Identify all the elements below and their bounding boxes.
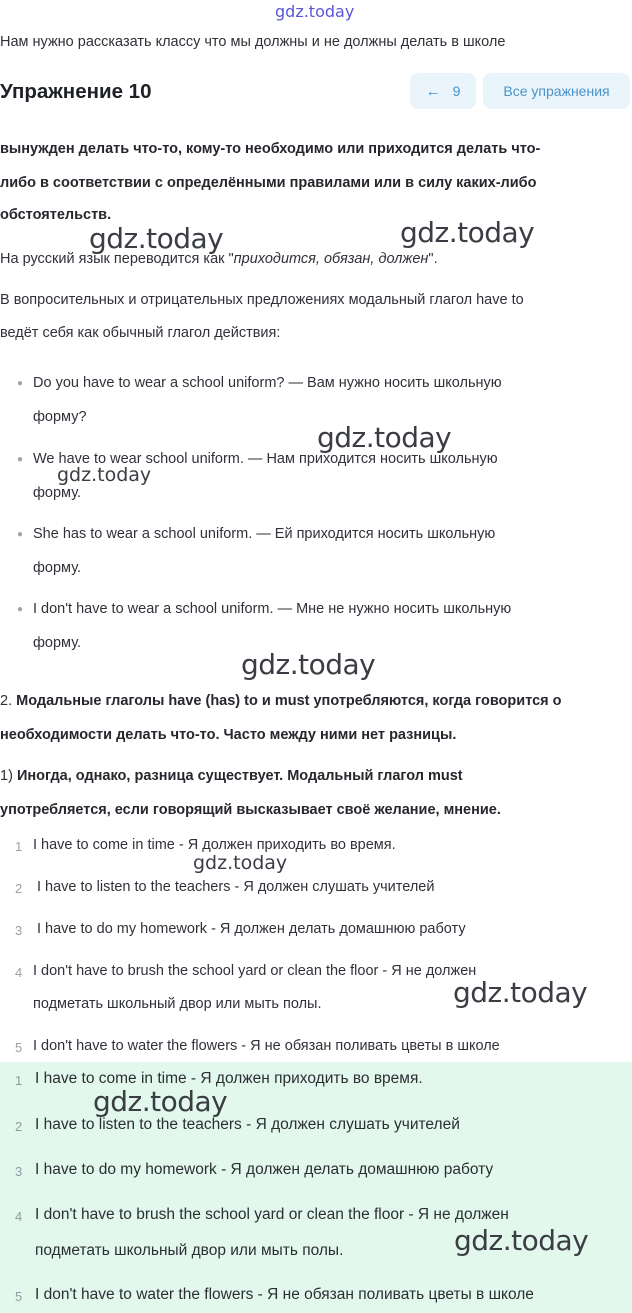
questions-line-2: ведёт себя как обычный глагол действия: (0, 325, 281, 341)
translation-suffix: ". (428, 251, 438, 267)
answer-item-5: I don't have to water the flowers - Я не обязан поливать цветы в школе (35, 1286, 534, 1303)
watermark: gdz.today (93, 1085, 228, 1118)
watermark: gdz.today (89, 222, 224, 255)
bullet-dot-icon: ● (17, 378, 24, 389)
bullet-dot-icon: ● (17, 604, 24, 615)
answer-number: 4 (15, 1209, 23, 1224)
section-2-1-line-2: употребляется, если говорящий высказывает своё желание, мнение. (0, 802, 501, 818)
list-item-1: I have to come in time - Я должен приходить во время. (33, 837, 396, 853)
answer-item-1: I have to come in time - Я должен приходить во время. (35, 1070, 423, 1087)
answer-number: 3 (15, 1164, 23, 1179)
bullet-1-line-2: форму? (33, 409, 87, 425)
all-exercises-label: Все упражнения (503, 83, 610, 99)
intro-line-1: вынужден делать что-то, кому-то необходимо или приходится делать что- (0, 141, 541, 157)
all-exercises-button[interactable] (483, 73, 630, 109)
answer-item-4-line-1: I don't have to brush the school yard or clean the floor - Я не должен (35, 1206, 509, 1223)
section-2-1-number: 1) (0, 768, 13, 784)
answer-item-3: I have to do my homework - Я должен делать домашнюю работу (35, 1161, 494, 1178)
list-item-5: I don't have to water the flowers - Я не обязан поливать цветы в школе (33, 1038, 500, 1054)
prev-exercise-label: 9 (452, 83, 461, 99)
bullet-dot-icon: ● (17, 529, 24, 540)
answer-number: 2 (15, 1119, 23, 1134)
section-2-text: Модальные глаголы have (has) to и must употребляются, когда говорится о (16, 693, 562, 709)
list-number: 3 (15, 923, 23, 938)
bullet-3-line-2: форму. (33, 560, 82, 576)
translation-italic: приходится, обязан, должен (233, 251, 429, 267)
watermark: gdz.today (454, 1224, 589, 1257)
site-logo[interactable]: gdz.today (275, 2, 355, 21)
section-2-1-text: Иногда, однако, разница существует. Модальный глагол must (16, 768, 463, 784)
answer-number: 1 (15, 1073, 23, 1088)
watermark: gdz.today (57, 464, 152, 486)
bullet-3-line-1: She has to wear a school uniform. — Ей приходится носить школьную (33, 526, 496, 542)
watermark: gdz.today (241, 648, 376, 681)
list-number: 5 (15, 1040, 23, 1055)
arrow-left-icon: ← (425, 82, 441, 100)
translation-prefix: На русский язык переводится как " (0, 251, 234, 267)
list-item-4-line-2: подметать школьный двор или мыть полы. (33, 996, 322, 1012)
watermark: gdz.today (317, 421, 452, 454)
section-2-line-2: необходимости делать что-то. Часто между ними нет разницы. (0, 727, 457, 743)
intro-line-3: обстоятельств. (0, 207, 112, 223)
watermark: gdz.today (400, 216, 535, 249)
bullet-dot-icon: ● (17, 454, 24, 465)
prev-exercise-button[interactable] (410, 73, 476, 109)
section-2-line-1 (0, 693, 562, 709)
bullet-1-line-1: Do you have to wear a school uniform? — Вам нужно носить школьную (33, 375, 502, 391)
page-title: Упражнение 10 (0, 80, 152, 103)
list-number: 4 (15, 965, 23, 980)
bullet-4-line-1: I don't have to wear a school uniform. — Мне не нужно носить школьную (33, 601, 512, 617)
watermark: gdz.today (453, 976, 588, 1009)
answer-number: 5 (15, 1289, 23, 1304)
page-subtitle: Нам нужно рассказать классу что мы должны и не должны делать в школе (0, 34, 506, 50)
list-number: 1 (15, 839, 23, 854)
bullet-2-line-2: форму. (33, 485, 82, 501)
section-2-number: 2. (0, 693, 13, 709)
questions-line-1: В вопросительных и отрицательных предложениях модальный глагол have to (0, 292, 524, 308)
bullet-4-line-2: форму. (33, 635, 82, 651)
intro-line-2: либо в соответствии с определёнными правилами или в силу каких-либо (0, 175, 537, 191)
bullet-2-line-1: We have to wear school uniform. — Нам приходится носить школьную (33, 451, 498, 467)
list-item-2: I have to listen to the teachers - Я должен слушать учителей (37, 879, 435, 895)
list-number: 2 (15, 881, 23, 896)
list-item-4-line-1: I don't have to brush the school yard or clean the floor - Я не должен (33, 963, 477, 979)
section-2-1-line-1 (0, 768, 463, 784)
answer-item-2: I have to listen to the teachers - Я должен слушать учителей (35, 1116, 460, 1133)
answer-item-4-line-2: подметать школьный двор или мыть полы. (35, 1242, 344, 1259)
watermark: gdz.today (193, 852, 288, 874)
list-item-3: I have to do my homework - Я должен делать домашнюю работу (37, 921, 466, 937)
